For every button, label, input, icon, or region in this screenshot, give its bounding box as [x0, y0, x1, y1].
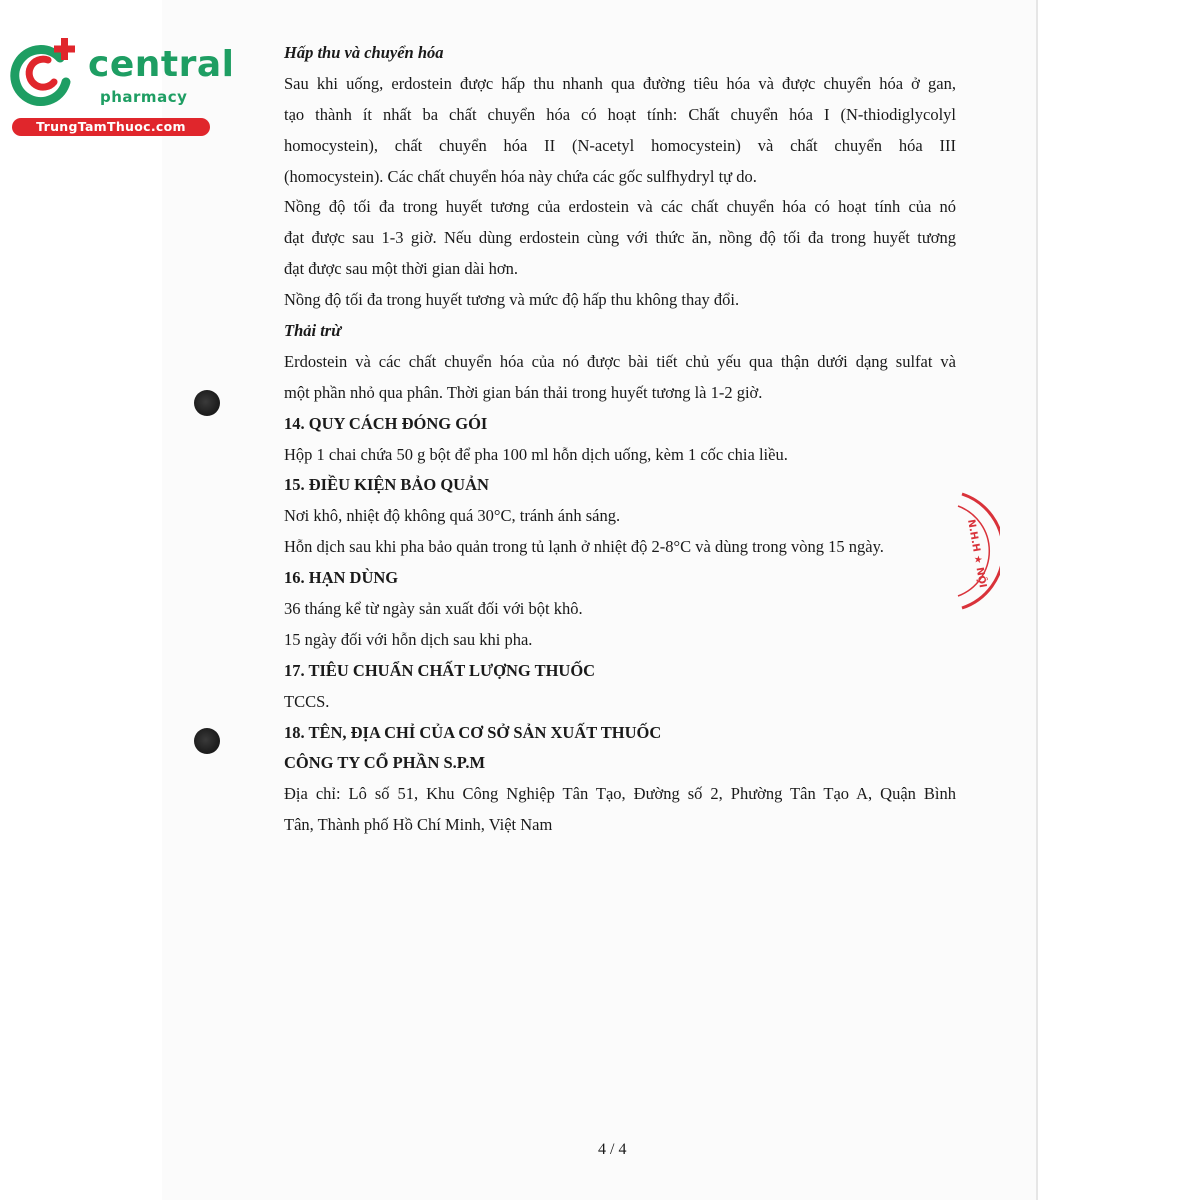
punch-hole [194, 728, 220, 754]
logo-brand: central [88, 44, 235, 85]
shelf-life-heading: 16. HẠN DÙNG [284, 568, 399, 588]
manufacturer-company: CÔNG TY CỔ PHẦN S.P.M [284, 753, 486, 773]
page-number: 4 / 4 [598, 1141, 627, 1158]
document-body [284, 38, 956, 841]
absorption-line: Sau khi uống, erdostein được hấp thu nhanh qua đường tiêu hóa và được chuyển hóa ở gan, [284, 73, 956, 93]
svg-text:N.H.H ★ NỘI: N.H.H ★ NỘI [965, 518, 988, 589]
logo-subtitle: pharmacy [100, 88, 188, 106]
absorption-line: đạt được sau 1-3 giờ. Nếu dùng erdostein cùng với thức ăn, nồng độ tối đa trong huyết tương [284, 228, 956, 248]
elimination-heading: Thải trừ [284, 321, 342, 341]
seal-stamp-icon [956, 492, 1000, 610]
absorption-heading: Hấp thu và chuyển hóa [284, 43, 444, 62]
central-pharmacy-logo[interactable] [8, 38, 235, 138]
red-stamp [956, 492, 1000, 610]
storage-text: Hỗn dịch sau khi pha bảo quản trong tủ lạnh ở nhiệt độ 2-8°C và dùng trong vòng 15 ngày. [284, 537, 884, 557]
packaging-heading: 14. QUY CÁCH ĐÓNG GÓI [284, 413, 488, 433]
logo-url-link[interactable]: TrungTamThuoc.com [12, 118, 210, 136]
quality-heading: 17. TIÊU CHUẨN CHẤT LƯỢNG THUỐC [284, 660, 596, 680]
absorption-line: tạo thành ít nhất ba chất chuyển hóa có hoạt tính: Chất chuyển hóa I (N-thiodiglycolyl [284, 104, 956, 124]
elimination-line: Erdostein và các chất chuyển hóa của nó được bài tiết chủ yếu qua thận dưới dạng sulfat và [284, 351, 956, 371]
page-edge [1036, 0, 1038, 1200]
pharmacy-logo-icon [8, 38, 88, 108]
manufacturer-heading: 18. TÊN, ĐỊA CHỈ CỦA CƠ SỞ SẢN XUẤT THUỐC [284, 722, 662, 742]
storage-text: Nơi khô, nhiệt độ không quá 30°C, tránh ánh sáng. [284, 506, 621, 526]
absorption-line: homocystein), chất chuyển hóa II (N-acetyl homocystein) và chất chuyển hóa III [284, 135, 956, 155]
elimination-line: một phần nhỏ qua phân. Thời gian bán thải trong huyết tương là 1-2 giờ. [284, 382, 763, 402]
shelf-life-text: 15 ngày đối với hỗn dịch sau khi pha. [284, 629, 533, 649]
absorption-line: Nồng độ tối đa trong huyết tương của erdostein và các chất chuyển hóa có hoạt tính của nó [284, 197, 956, 217]
packaging-text: Hộp 1 chai chứa 50 g bột để pha 100 ml hỗn dịch uống, kèm 1 cốc chia liều. [284, 444, 788, 464]
quality-text: TCCS. [284, 691, 330, 711]
punch-hole [194, 390, 220, 416]
absorption-line: đạt được sau một thời gian dài hơn. [284, 259, 518, 279]
shelf-life-text: 36 tháng kể từ ngày sản xuất đối với bột khô. [284, 599, 583, 619]
absorption-line: (homocystein). Các chất chuyển hóa này chứa các gốc sulfhydryl tự do. [284, 166, 757, 186]
manufacturer-address: Địa chỉ: Lô số 51, Khu Công Nghiệp Tân Tạo, Đường số 2, Phường Tân Tạo A, Quận Bình [284, 784, 956, 804]
storage-heading: 15. ĐIỀU KIỆN BẢO QUẢN [284, 475, 489, 495]
manufacturer-address: Tân, Thành phố Hồ Chí Minh, Việt Nam [284, 815, 553, 835]
absorption-line: Nồng độ tối đa trong huyết tương và mức độ hấp thu không thay đổi. [284, 290, 740, 310]
